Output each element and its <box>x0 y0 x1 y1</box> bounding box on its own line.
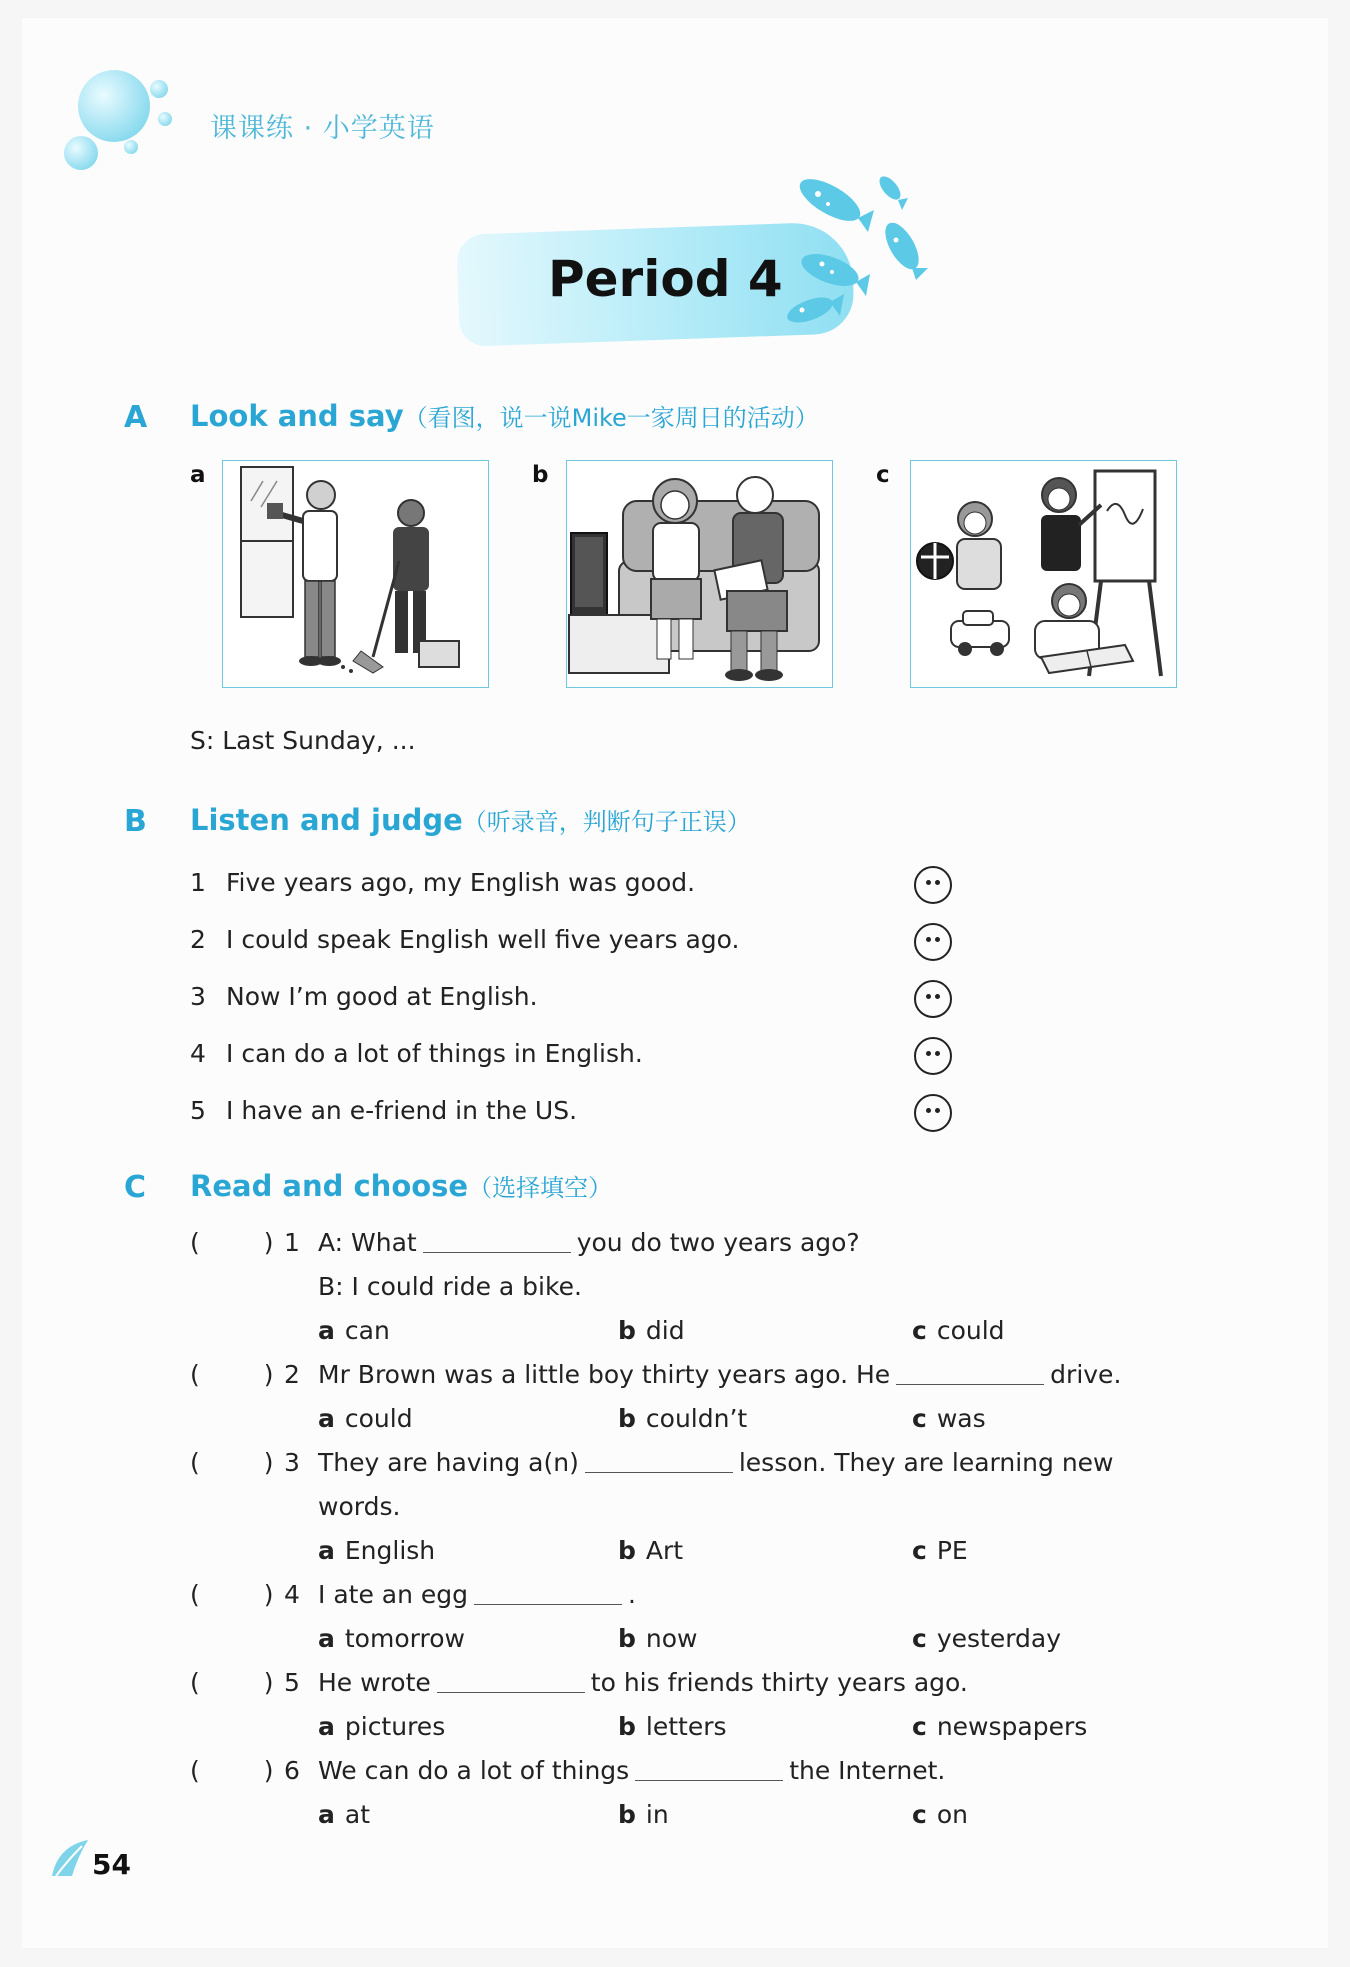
option-letter: b <box>618 1404 636 1433</box>
judge-item-text: I can do a lot of things in English. <box>226 1039 643 1068</box>
page-title: Period 4 <box>548 250 783 308</box>
picture-label-b: b <box>532 462 549 488</box>
section-c-subtitle: （选择填空） <box>468 1174 613 1202</box>
option-text: on <box>936 1800 968 1829</box>
answer-bracket[interactable]: ( ) <box>190 1668 274 1697</box>
section-a-subtitle: （看图，说一说Mike一家周日的活动） <box>403 404 819 432</box>
answer-bracket[interactable]: ( ) <box>190 1756 274 1785</box>
decor-bubble <box>150 80 168 98</box>
smiley-face-icon[interactable] <box>914 980 952 1018</box>
decor-bubble <box>158 112 172 126</box>
option-text: newspapers <box>936 1712 1088 1741</box>
option-letter: a <box>318 1404 335 1433</box>
answer-blank[interactable] <box>585 1471 733 1473</box>
question-number: 4 <box>284 1580 300 1609</box>
option-letter: c <box>912 1800 927 1829</box>
smiley-face-icon[interactable] <box>914 866 952 904</box>
smiley-eye <box>926 880 931 885</box>
question-continuation: B: I could ride a bike. <box>318 1272 582 1301</box>
option-c[interactable] <box>912 1316 1005 1345</box>
answer-bracket[interactable]: ( ) <box>190 1360 274 1389</box>
smiley-face-icon[interactable] <box>914 1037 952 1075</box>
option-text: could <box>936 1316 1005 1345</box>
option-c[interactable] <box>912 1712 1087 1741</box>
option-text: now <box>645 1624 698 1653</box>
option-letter: a <box>318 1712 335 1741</box>
option-text: yesterday <box>936 1624 1062 1653</box>
option-letter: c <box>912 1712 927 1741</box>
smiley-eye <box>926 937 931 942</box>
section-a-heading: Look and say <box>190 399 404 433</box>
decor-bubble <box>64 136 98 170</box>
question-text: the Internet. <box>789 1756 946 1785</box>
answer-blank[interactable] <box>635 1779 783 1781</box>
question-number: 6 <box>284 1756 300 1785</box>
option-c[interactable] <box>912 1624 1061 1653</box>
option-text: did <box>645 1316 685 1345</box>
option-letter: a <box>318 1624 335 1653</box>
series-header: 课课练 · 小学英语 <box>210 113 435 144</box>
option-letter: c <box>912 1624 927 1653</box>
option-text: pictures <box>344 1712 446 1741</box>
answer-blank[interactable] <box>423 1251 571 1253</box>
question-text: He wrote <box>318 1668 431 1697</box>
section-b-title <box>190 802 751 837</box>
option-text: tomorrow <box>344 1624 465 1653</box>
smiley-eye <box>926 1108 931 1113</box>
judge-item-text: Five years ago, my English was good. <box>226 868 696 897</box>
answer-blank[interactable] <box>437 1691 585 1693</box>
picture-label-c: c <box>876 462 890 488</box>
section-a-title <box>190 398 819 433</box>
question-number: 1 <box>284 1228 300 1257</box>
question-stem <box>318 1756 945 1785</box>
question-stem <box>318 1448 1114 1477</box>
judge-item-number: 5 <box>190 1096 206 1125</box>
section-b-letter: B <box>124 804 147 839</box>
question-text: Mr Brown was a little boy thirty years ago. He <box>318 1360 891 1389</box>
option-letter: b <box>618 1712 636 1741</box>
option-a[interactable] <box>318 1712 445 1741</box>
question-number: 2 <box>284 1360 300 1389</box>
answer-bracket[interactable]: ( ) <box>190 1580 274 1609</box>
picture-b-computer <box>566 460 833 688</box>
question-text: drive. <box>1050 1360 1122 1389</box>
option-text: was <box>936 1404 986 1433</box>
option-letter: c <box>912 1404 927 1433</box>
question-number: 5 <box>284 1668 300 1697</box>
smiley-face-icon[interactable] <box>914 1094 952 1132</box>
page-number: 54 <box>92 1848 131 1881</box>
question-text: lesson. They are learning new <box>738 1448 1114 1477</box>
leaf-icon <box>48 1836 92 1880</box>
question-text: We can do a lot of things <box>318 1756 630 1785</box>
option-text: letters <box>645 1712 727 1741</box>
question-text: you do two years ago? <box>576 1228 860 1257</box>
answer-blank[interactable] <box>474 1603 622 1605</box>
smiley-eye <box>935 937 940 942</box>
option-letter: b <box>618 1800 636 1829</box>
question-text: I ate an egg <box>318 1580 468 1609</box>
question-number: 3 <box>284 1448 300 1477</box>
judge-item-text: I have an e-friend in the US. <box>226 1096 578 1125</box>
option-a[interactable] <box>318 1624 465 1653</box>
question-continuation: words. <box>318 1492 401 1521</box>
option-b[interactable] <box>618 1800 669 1829</box>
fish-decoration-icon <box>770 160 950 330</box>
answer-bracket[interactable]: ( ) <box>190 1228 274 1257</box>
option-a[interactable] <box>318 1800 370 1829</box>
picture-label-a: a <box>190 462 206 488</box>
option-b[interactable] <box>618 1536 683 1565</box>
section-a-letter: A <box>124 400 148 435</box>
picture-c-children <box>910 460 1177 688</box>
judge-item-number: 3 <box>190 982 206 1011</box>
judge-item-number: 4 <box>190 1039 206 1068</box>
option-b[interactable] <box>618 1624 698 1653</box>
picture-a-cleaning <box>222 460 489 688</box>
question-stem <box>318 1580 636 1609</box>
smiley-eye <box>926 994 931 999</box>
section-b-subtitle: （听录音，判断句子正误） <box>462 808 751 836</box>
option-text: English <box>344 1536 436 1565</box>
judge-item-text: Now I’m good at English. <box>226 982 538 1011</box>
option-a[interactable] <box>318 1536 435 1565</box>
smiley-eye <box>935 1108 940 1113</box>
section-c-title <box>190 1168 612 1203</box>
option-letter: a <box>318 1536 335 1565</box>
judge-item-number: 2 <box>190 925 206 954</box>
option-a[interactable] <box>318 1316 390 1345</box>
smiley-eye <box>935 1051 940 1056</box>
option-letter: a <box>318 1800 335 1829</box>
option-text: couldn’t <box>645 1404 748 1433</box>
decor-bubble <box>78 70 150 142</box>
question-text: They are having a(n) <box>318 1448 579 1477</box>
smiley-eye <box>926 1051 931 1056</box>
option-a[interactable] <box>318 1404 413 1433</box>
question-stem <box>318 1360 1121 1389</box>
option-letter: c <box>912 1536 927 1565</box>
smiley-eye <box>935 880 940 885</box>
smiley-eye <box>935 994 940 999</box>
question-stem <box>318 1668 968 1697</box>
option-text: at <box>344 1800 370 1829</box>
decor-bubble <box>124 140 138 154</box>
judge-item-text: I could speak English well five years ago. <box>226 925 740 954</box>
question-text: A: What <box>318 1228 417 1257</box>
option-b[interactable] <box>618 1316 685 1345</box>
option-text: can <box>344 1316 390 1345</box>
option-c[interactable] <box>912 1404 986 1433</box>
section-b-heading: Listen and judge <box>190 803 463 837</box>
option-letter: a <box>318 1316 335 1345</box>
option-c[interactable] <box>912 1800 968 1829</box>
section-a-prompt: S: Last Sunday, ... <box>190 726 416 755</box>
question-stem <box>318 1228 860 1257</box>
option-text: in <box>645 1800 669 1829</box>
option-b[interactable] <box>618 1404 747 1433</box>
judge-item-number: 1 <box>190 868 206 897</box>
option-c[interactable] <box>912 1536 968 1565</box>
option-letter: c <box>912 1316 927 1345</box>
option-text: Art <box>645 1536 684 1565</box>
option-letter: b <box>618 1316 636 1345</box>
smiley-face-icon[interactable] <box>914 923 952 961</box>
option-letter: b <box>618 1624 636 1653</box>
answer-blank[interactable] <box>896 1383 1044 1385</box>
answer-bracket[interactable]: ( ) <box>190 1448 274 1477</box>
section-c-letter: C <box>124 1170 147 1205</box>
option-letter: b <box>618 1536 636 1565</box>
question-text: . <box>628 1580 636 1609</box>
option-b[interactable] <box>618 1712 727 1741</box>
question-text: to his friends thirty years ago. <box>590 1668 968 1697</box>
option-text: could <box>344 1404 413 1433</box>
option-text: PE <box>936 1536 968 1565</box>
section-c-heading: Read and choose <box>190 1169 469 1203</box>
